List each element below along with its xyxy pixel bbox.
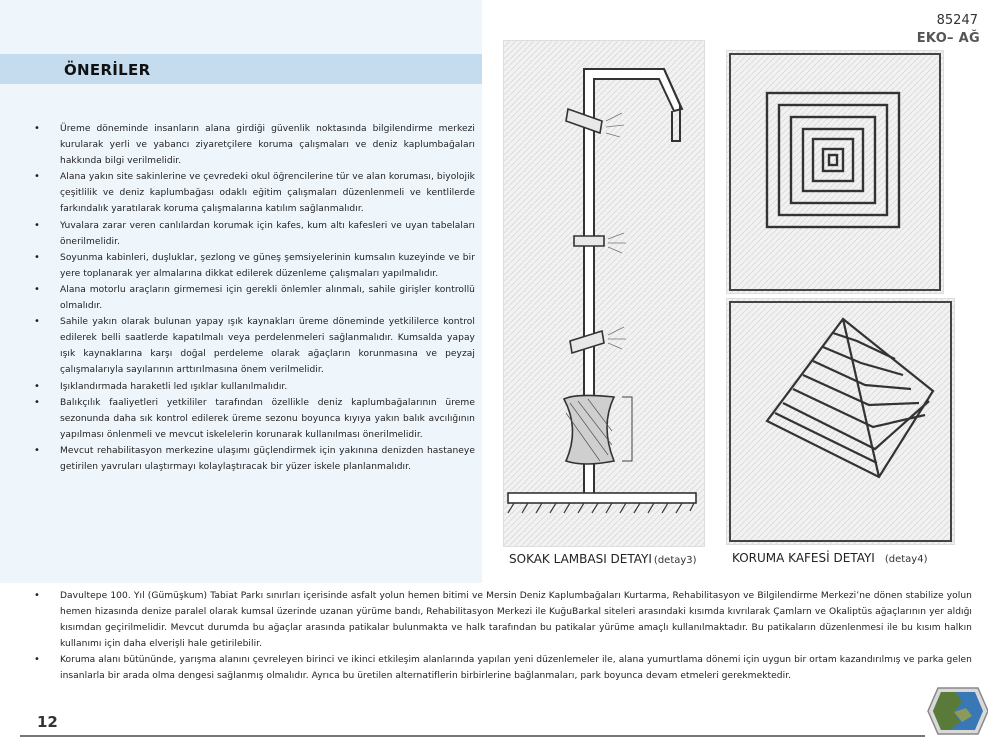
street-lamp-icon xyxy=(504,41,704,546)
recommendation-item-2: • Alana yakın site sakinlerine ve çevredeki okul öğrencilerine tür ve alan koruması, biyolojik çeşitlilik ve deniz kaplumbağası odaklı eğitim çalışmaları düzenlenmeli ve kentlilerde farkındalık yaratılarak koruma çalışmalarına katılım sağlanmalıdır. xyxy=(34,169,475,217)
cage-plan-sketch xyxy=(726,50,944,294)
project-code: 85247 xyxy=(936,13,978,28)
section-title: ÖNERİLER xyxy=(64,61,151,79)
street-lamp-sketch xyxy=(503,40,705,547)
cage-caption-sub: (detay4) xyxy=(884,554,928,565)
brand-name: EKO– AĞ xyxy=(916,31,980,46)
page-number: 12 xyxy=(37,713,58,731)
recommendation-item-9: • Mevcut rehabilitasyon merkezine ulaşımı güçlendirmek için yakınına denizden hastaneye getirilen yavruları ulaştırmayı kolaylaştıracak bir yüzer iskele planlanmalıdır. xyxy=(34,443,475,475)
cage-perspective-sketch xyxy=(726,298,955,545)
recommendation-item-4: • Soyunma kabinleri, duşluklar, şezlong ve güneş şemsiyelerinin kumsalın kuzeyinde ve bir yere toplanarak yer almalarına dikkat edilerek düzenleme çalışmaları yapılmalıdır. xyxy=(34,250,475,282)
lamp-caption xyxy=(509,552,697,566)
cage-perspective-icon xyxy=(727,299,954,544)
recommendation-item-1: • Üreme döneminde insanların alana girdiği güvenlik noktasında bilgilendirme merkezi kurularak yerli ve yabancı ziyaretçilere koruma çalışmaları ve deniz kaplumbağaları hakkında bilgi verilmelidir. xyxy=(34,121,475,169)
recommendation-item-7: • Işıklandırmada haraketli led ışıklar kullanılmalıdır. xyxy=(34,379,475,395)
cage-caption-main: KORUMA KAFESİ DETAYI xyxy=(732,551,875,565)
lamp-caption-main: SOKAK LAMBASI DETAYI xyxy=(509,552,652,566)
lamp-caption-sub: (detay3) xyxy=(653,555,697,566)
recommendation-item-8: • Balıkçılık faaliyetleri yetkililer tarafından özellikle deniz kaplumbağalarının üreme sezonunda daha sık kontrol edilerek üreme sezonu boyunca kıyıya yakın balık avcılığının yapılması önlenmeli ve mevcut iskelelerin korunarak kullanılması önerilmelidir. xyxy=(34,395,475,443)
recommendation-item-5: • Alana motorlu araçların girmemesi için gerekli önlemler alınmalı, sahile girişler kontrollü olmalıdır. xyxy=(34,282,475,314)
recommendation-item-bottom-1: • Davultepe 100. Yıl (Gümüşkum) Tabiat Parkı sınırları içerisinde asfalt yolun hemen bitimi ve Mersin Deniz Kaplumbağaları Kurtarma, Rehabilitasyon ve Bilgilendirme Merkezi’ne dönen stabilize yolun hemen hizasında denize paralel olarak kumsal üzerinde uzanan yürüme bandı, Rehabilitasyon Merkezi ile KuğuBarkal siteleri arasındaki kısımda kıvrılarak Çamlarn ve Okaliptüs ağaçlarının yer aldığı kısımdan geçirilmelidir. Mevcut durumda bu ağaçlar arasında patikalar bulunmakta ve halk tarafından bu patikalar yürüme amaçlı kullanılmaktadır. Bu patikaların düzenlenmesi ile bu kısım halkın kullanımı için daha elverişli hale getirilebilir. xyxy=(34,588,972,652)
cage-plan-icon xyxy=(727,51,943,293)
cage-caption xyxy=(732,551,928,565)
recommendations-list-bottom xyxy=(34,588,972,685)
site-map-logo xyxy=(926,686,988,740)
recommendations-list xyxy=(34,121,475,475)
recommendation-item-bottom-2: • Koruma alanı bütününde, yarışma alanını çevreleyen birinci ve ikinci etkileşim alanlarında yapılan yeni düzenlemeler ile, alana yumurtlama dönemi için uygun bir ortam kazandırılmış ve parka gelen insanlarla bir arada olma dengesi sağlanmış olmalıdır. Ayrıca bu üretilen alternatiflerin birbirlerine bağlanmaları, park boyunca devam etmeleri gerekmektedir. xyxy=(34,652,972,684)
recommendation-item-6: • Sahile yakın olarak bulunan yapay ışık kaynakları üreme döneminde yetkililerce kontrol edilerek belli saatlerde kapatılmalı veya perdelenmeleri sağlanmalıdır. Kumsalda yapay ışık kaynaklarına karşı doğal perdeleme olarak ağaçların korunmasına ve peyzaj çalışmalarıyla sayılarının arttırılmasına önem verilmelidir. xyxy=(34,314,475,378)
recommendation-item-3: • Yuvalara zarar veren canlılardan korumak için kafes, kum altı kafesleri ve uyan tabelaları önerilmelidir. xyxy=(34,218,475,250)
site-map-logo-icon xyxy=(926,686,988,736)
footer-divider xyxy=(20,735,925,737)
